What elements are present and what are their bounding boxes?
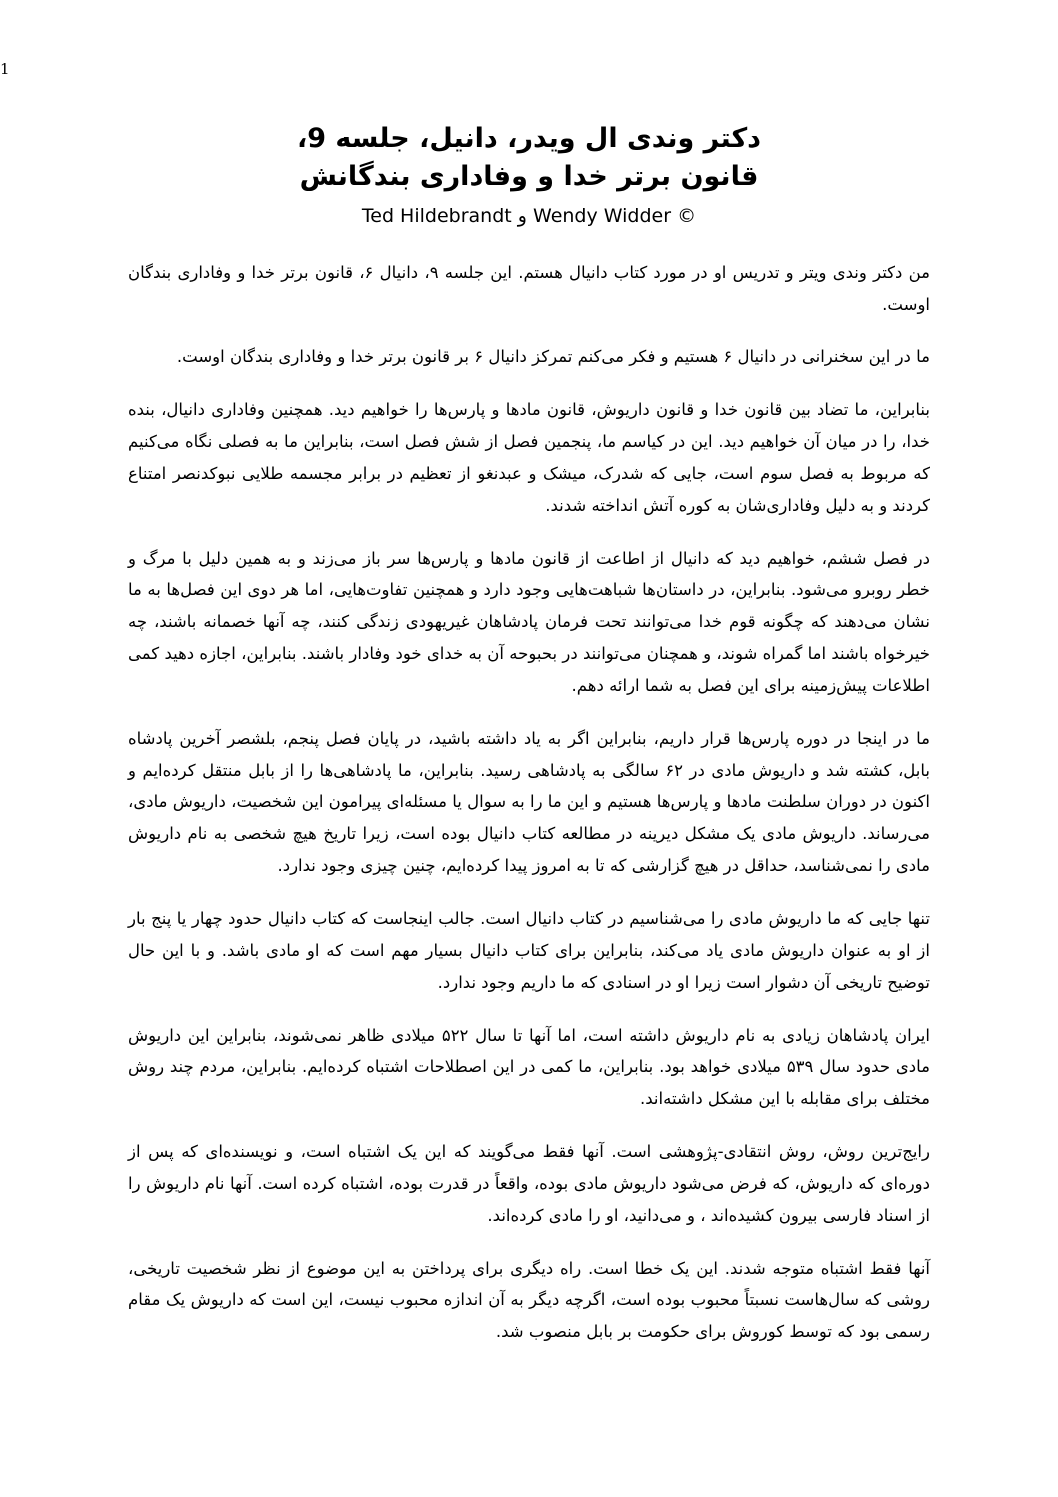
paragraph: در فصل ششم، خواهیم دید که دانیال از اطاعت از قانون مادها و پارس‌ها سر باز می‌زند و به همین دلیل با مرگ و خطر روبرو می‌شود. بنابراین، در داستان‌ها شباهت‌هایی وجود دارد و همچنین تفاوت‌هایی، اما هر دوی این فصل‌ها به ما نشان می‌دهند که چگونه قوم خدا می‌توانند تحت فرمان پادشاهان غیریهودی زندگی کنند، چه آنها خصمانه باشند، چه خیرخواه باشند اما گمراه شوند، و همچنان می‌توانند در بحبوحه آن به خدای خود وفادار باشند. بنابراین، اجازه دهید کمی اطلاعات پیش‌زمینه برای این فصل به شما ارائه دهم. (128, 548, 930, 695)
paragraph: ما در اینجا در دوره پارس‌ها قرار داریم، بنابراین اگر به یاد داشته باشید، در پایان فصل پنجم، بلشصر آخرین پادشاه بابل، کشته شد و داریوش مادی در ۶۲ سالگی به پادشاهی رسید. بنابراین، ما پادشاهی‌ها را از بابل منتقل کرده‌ایم و اکنون در دوران سلطنت مادها و پارس‌ها هستیم و این ما را به سوال یا مسئله‌ای پیرامون این شخصیت، داریوش مادی، می‌رساند. داریوش مادی یک مشکل دیرینه در مطالعه کتاب دانیال بوده است، زیرا تاریخ هیچ شخصی به نام داریوش مادی را نمی‌شناسد، حداقل در هیچ گزارشی که تا به امروز پیدا کرده‌ایم، چنین چیزی وجود ندارد. (128, 728, 930, 876)
paragraph: ما در این سخنرانی در دانیال ۶ هستیم و فکر می‌کنم تمرکز دانیال ۶ بر قانون برتر خدا و وفاداری بندگان اوست. (176, 347, 930, 367)
copyright-icon: © (677, 204, 697, 227)
byline (128, 205, 930, 227)
page-title-line-2: قانون برتر خدا و وفاداری بندگانش (299, 161, 759, 193)
byline-conjunction: و (517, 204, 527, 227)
paragraph: من دکتر وندی ویتر و تدریس او در مورد کتاب دانیال هستم. این جلسه ۹، دانیال ۶، قانون برتر خدا و وفاداری بندگان اوست. (128, 262, 930, 314)
author-name-2: Ted Hildebrandt (361, 204, 512, 227)
paragraph: رایج‌ترین روش، روش انتقادی-پژوهشی است. آنها فقط می‌گویند که این یک اشتباه است، و نویسنده‌ای که پس از دوره‌ای که داریوش، که فرض می‌شود داریوش مادی بوده، واقعاً در قدرت بوده، اشتباه کرده است. آنها نام داریوش را از اسناد فارسی بیرون کشیده‌اند ، و می‌دانید، او را مادی کرده‌اند. (128, 1142, 930, 1225)
paragraph: آنها فقط اشتباه متوجه شدند. این یک خطا است. راه دیگری برای پرداختن به این موضوع از نظر شخصیت تاریخی، روشی که سال‌هاست نسبتاً محبوب بوده است، اگرچه دیگر به آن اندازه محبوب نیست، این است که داریوش یک مقام رسمی بود که توسط کوروش برای حکومت بر بابل منصوب شد. (128, 1258, 930, 1342)
paragraph: بنابراین، ما تضاد بین قانون خدا و قانون داریوش، قانون مادها و پارس‌ها را خواهیم دید. همچنین وفاداری دانیال، بنده خدا، را در میان آن خواهیم دید. این در کیاسم ما، پنجمین فصل از شش فصل است، بنابراین ما به فصلی نگاه می‌کنیم که مربوط به فصل سوم است، جایی که شدرک، میشک و عبدنغو از تعظیم در برابر مجسمه طلایی نبوکدنصر امتناع کردند و به دلیل وفاداری‌شان به کوره آتش انداخته شدند. (128, 400, 930, 515)
page-number: 1 (0, 60, 10, 78)
document-body (128, 257, 930, 1348)
page-title-line-1: دکتر وندی ال ویدر، دانیل، جلسه 9، (296, 123, 762, 154)
paragraph: ایران پادشاهان زیادی به نام داریوش داشته است، اما آنها تا سال ۵۲۲ میلادی ظاهر نمی‌شوند، بنابراین این داریوش مادی حدود سال ۵۳۹ میلادی خواهد بود. بنابراین، ما کمی در این اصطلاحات اشتباه کرده‌ایم. بنابراین، مردم چند روش مختلف برای مقابله با این مشکل داشته‌اند. (128, 1025, 930, 1109)
title-block (128, 120, 930, 227)
paragraph: تنها جایی که ما داریوش مادی را می‌شناسیم در کتاب دانیال است. جالب اینجاست که کتاب دانیال حدود چهار یا پنج بار از او به عنوان داریوش مادی یاد می‌کند، بنابراین برای کتاب دانیال بسیار مهم است که او مادی باشد. و با این حال توضیح تاریخی آن دشوار است زیرا او در اسنادی که ما داریم وجود ندارد. (128, 909, 930, 992)
author-name-1: Wendy Widder (533, 204, 672, 227)
